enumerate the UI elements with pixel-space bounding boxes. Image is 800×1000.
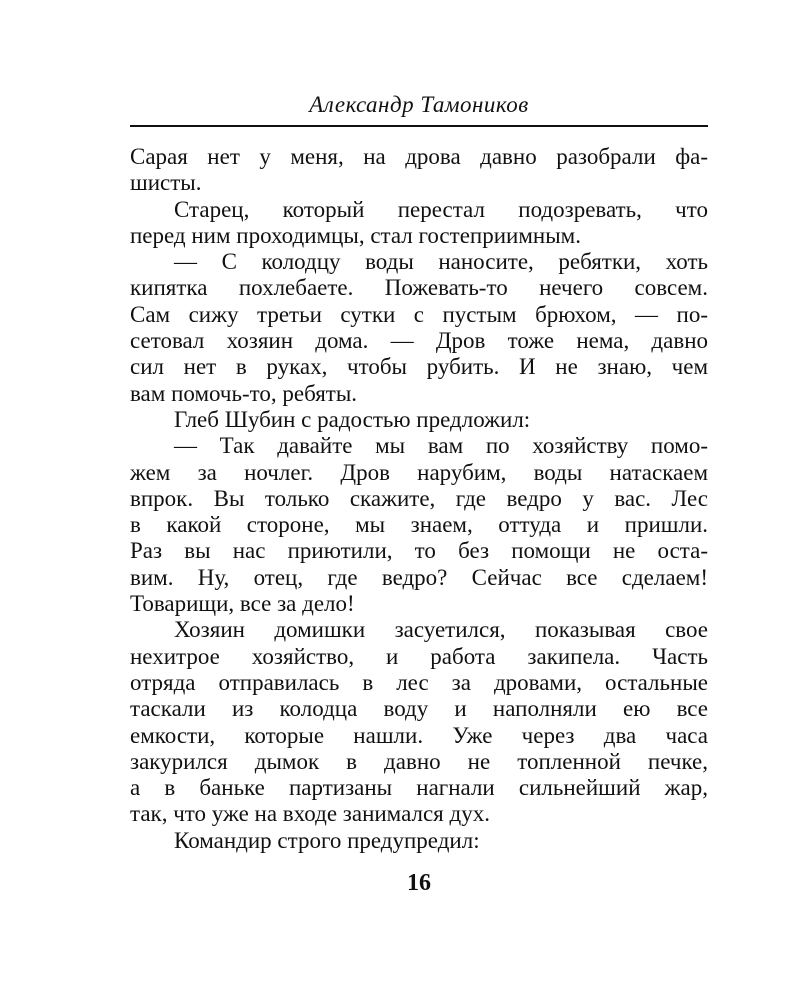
text-line: — Так давайте мы вам по хозяйству помо- xyxy=(174,433,708,459)
text-line: отряда отправилась в лес за дровами, остальные xyxy=(130,669,708,695)
text-line: сетовал хозяин дома. — Дров тоже нема, давно xyxy=(130,328,708,354)
text-line: вим. Ну, отец, где ведро? Сейчас все сделаем! xyxy=(130,564,708,590)
text-line: так, что уже на входе занимался дух. xyxy=(130,801,490,827)
body-text xyxy=(130,144,708,854)
text-line: нехитрое хозяйство, и работа закипела. Часть xyxy=(130,643,708,669)
text-line: таскали из колодца воду и наполняли ею все xyxy=(130,696,708,722)
text-line: кипятка похлебаете. Пожевать-то нечего совсем. xyxy=(130,275,708,301)
running-header-author: Александр Тамоников xyxy=(309,92,529,117)
text-line: Глеб Шубин с радостью предложил: xyxy=(174,406,531,432)
text-line: жем за ночлег. Дров нарубим, воды натаскаем xyxy=(130,459,708,485)
text-line: шисты. xyxy=(130,170,202,196)
text-line: впрок. Вы только скажите, где ведро у вас. Лес xyxy=(130,485,708,511)
header-rule xyxy=(130,125,708,127)
text-line: Товарищи, все за дело! xyxy=(130,591,355,617)
text-line: Раз вы нас приютили, то без помощи не оста- xyxy=(130,538,708,564)
text-line: а в баньке партизаны нагнали сильнейший жар, xyxy=(130,775,708,801)
text-line: перед ним проходимцы, стал гостеприимным. xyxy=(130,222,581,248)
text-line: емкости, которые нашли. Уже через два часа xyxy=(130,722,708,748)
text-line: Командир строго предупредил: xyxy=(174,827,480,853)
text-line: Сарая нет у меня, на дрова давно разобрали фа- xyxy=(130,144,708,169)
text-line: вам помочь-то, ребяты. xyxy=(130,380,358,406)
text-line: в какой стороне, мы знаем, оттуда и пришли. xyxy=(130,512,708,538)
page-number: 16 xyxy=(407,870,431,896)
text-line: — С колодцу воды наносите, ребятки, хоть xyxy=(174,249,708,275)
text-line: Хозяин домишки засуетился, показывая свое xyxy=(174,617,708,643)
text-line: Сам сижу третьи сутки с пустым брюхом, — по- xyxy=(130,301,708,327)
text-line: Старец, который перестал подозревать, что xyxy=(174,196,708,222)
text-line: сил нет в руках, чтобы рубить. И не знаю, чем xyxy=(130,354,708,380)
text-line: закурился дымок в давно не топленной печке, xyxy=(130,748,708,774)
